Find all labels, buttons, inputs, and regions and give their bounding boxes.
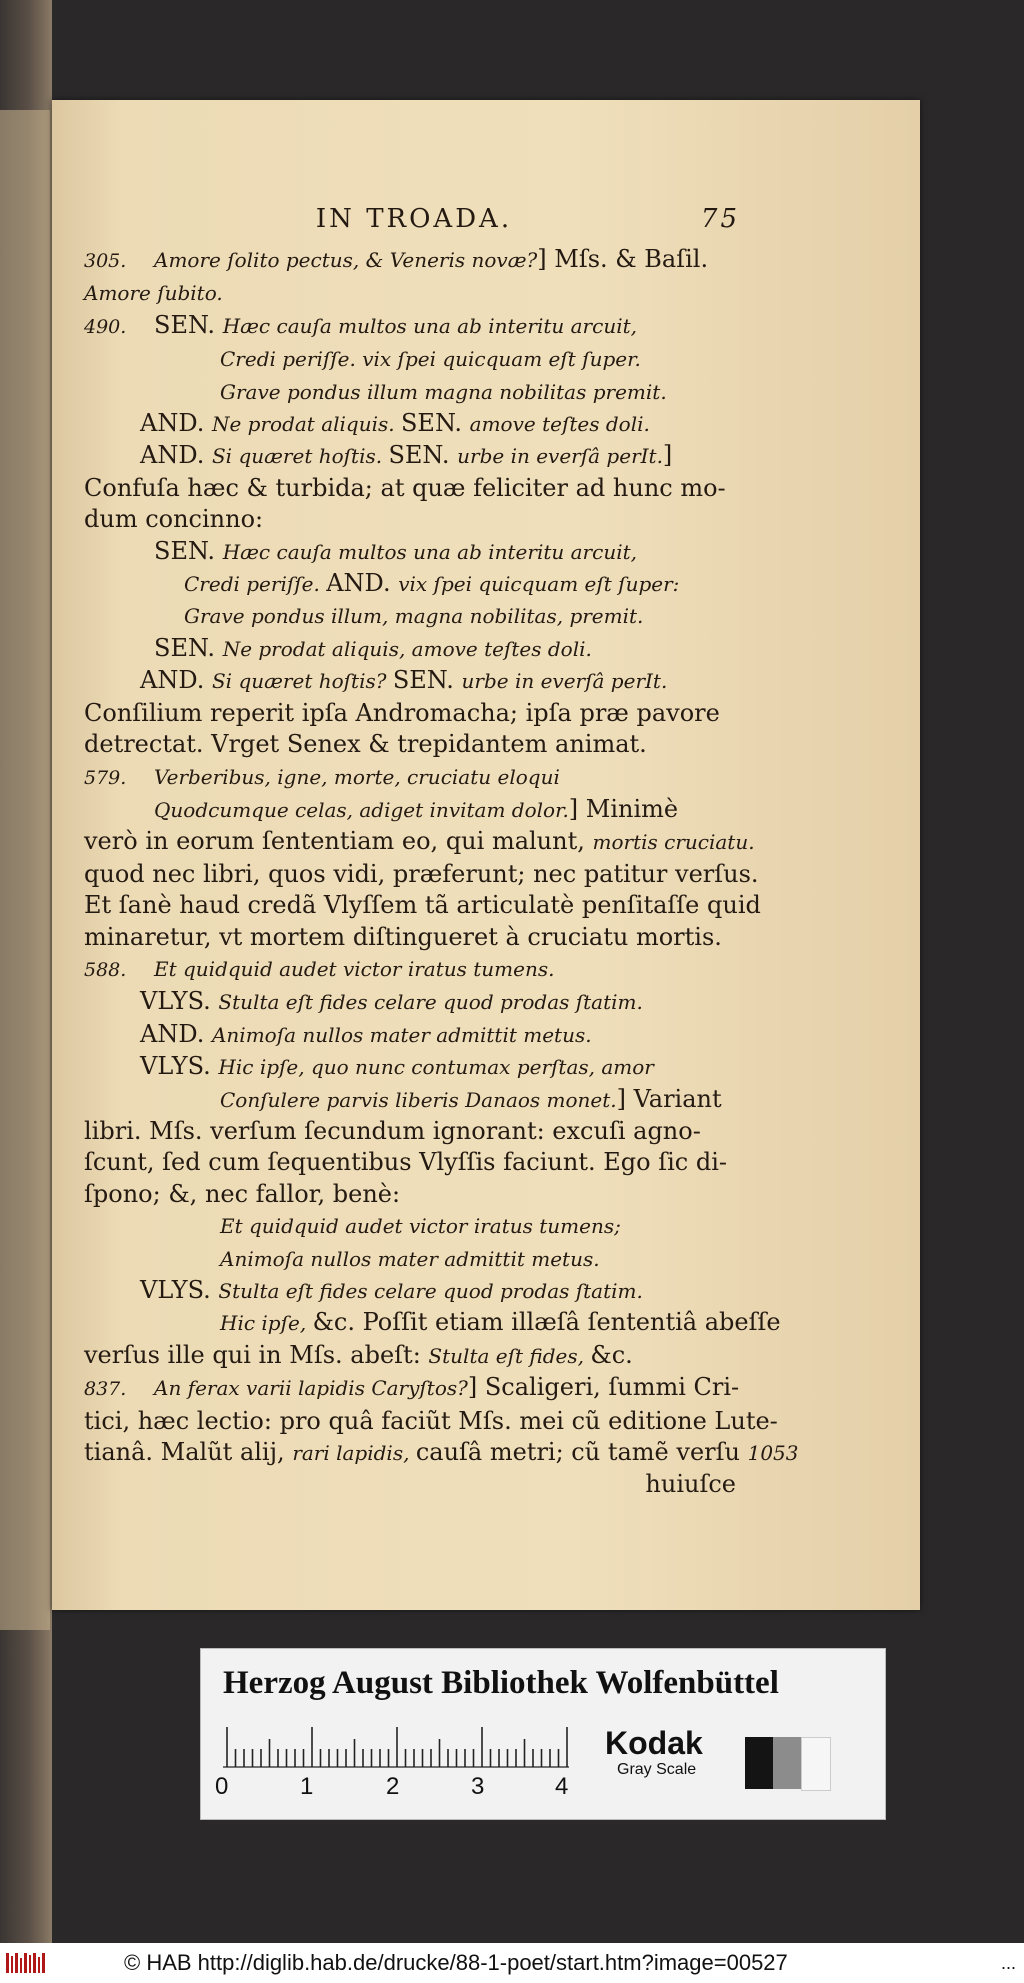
roman-text: huiuſce [645,1470,736,1499]
line-number: 588. [84,958,127,981]
text-line [84,1019,744,1051]
text-line [84,277,744,309]
roman-text: minaretur, vt mortem diſtingueret à cruciatu mortis. [84,922,722,951]
roman-text: AND. [140,441,212,470]
page-text [84,204,799,1501]
running-head-title: IN TROADA. [315,204,513,234]
roman-text: &c. Poſſit etiam illæſâ ſententiâ abeſſe [312,1308,781,1337]
line-number: 305. [84,250,127,272]
italic-text: Stulta eſt fides celare quod prodas ſtatim. [218,1279,643,1303]
italic-text: Si quæret hoſtis? [211,669,393,694]
text-line [84,1210,744,1242]
ruler-label-1: 1 [300,1773,314,1800]
text-line [84,794,744,826]
text-line [84,761,744,794]
italic-text: Stulta eſt fides, [428,1343,591,1368]
roman-text: SEN. [154,536,223,565]
italic-text: Grave pondus illum, magna nobilitas, premit. [184,604,644,629]
text-body [84,244,799,1501]
roman-text: Confuſa hæc & turbida; at quæ feliciter ad hunc mo- [84,473,726,502]
italic-text: 1053 [747,1441,799,1466]
text-line [84,568,744,600]
roman-text: ] Mſs. & Baſil. [537,245,709,273]
hab-logo-icon [4,1951,50,1975]
roman-text: ] Scaligeri, ſummi Cri- [467,1373,740,1402]
text-line [84,310,744,343]
text-line [84,244,744,277]
italic-text: amove teſtes doli. [469,412,650,437]
text-line [84,986,744,1018]
text-line [84,1084,744,1116]
gray-swatch-mid [773,1737,801,1789]
copyright-url[interactable]: © HAB http://diglib.hab.de/drucke/88-1-poet/start.htm?image=00527 [124,1950,788,1975]
running-head [84,204,744,244]
roman-text: libri. Mſs. verſum ſecundum ignorant: excuſi agno- [84,1116,701,1145]
italic-text: urbe in everſâ perIt. [461,669,668,694]
italic-text: Et quidquid audet victor iratus tumens. [154,956,555,981]
roman-text: detrectat. Vrget Senex & trepidantem animat. [84,730,647,759]
roman-text: &c. [590,1340,633,1369]
italic-text: urbe in everſâ perIt. [457,444,663,469]
roman-text: AND. [140,666,212,695]
text-line [84,859,759,890]
italic-text: Credi periſſe. [184,572,327,597]
italic-text: Quodcumque celas, adiget invitam dolor. [154,797,569,822]
text-line [84,953,744,986]
footer-bar [0,1943,1024,1983]
text-line [84,1340,744,1372]
roman-text: AND. [140,409,212,438]
italic-text: Hæc cauſa multos una ab interitu arcuit, [222,539,637,564]
italic-text: Hic ipſe, quo nunc contumax perſtas, amor [218,1055,654,1080]
text-line [84,536,744,568]
roman-text: verò in eorum ſententiam eo, qui malunt, [84,827,593,856]
text-line [84,890,761,921]
text-line [84,698,744,729]
roman-text: ] [662,441,673,470]
italic-text: Stulta eſt fides celare quod prodas ſtatim. [218,990,643,1015]
italic-text: mortis cruciatu. [592,830,755,855]
ruler-label-0: 0 [215,1773,229,1800]
text-line [84,440,744,472]
roman-text: VLYS. [140,987,219,1016]
italic-text: Et quidquid audet victor iratus tumens; [220,1214,621,1239]
text-line [84,1243,744,1275]
text-line [84,473,744,504]
italic-text: Animoſa nullos mater admittit metus. [211,1022,592,1047]
italic-text: Si quæret hoſtis. [211,444,389,469]
gray-scale-label: Gray Scale [617,1761,697,1778]
italic-text: Ne prodat aliquis, amove teſtes doli. [222,636,592,661]
line-number: 579. [84,766,127,789]
roman-text: Et ſanè haud credã Vlyſſem tã articulatè penſitaſſe quid [84,891,761,920]
roman-text: ſcunt, ſed cum ſequentibus Vlyſſis faciunt. Ego ſic di- [84,1148,727,1177]
text-line [84,504,744,535]
ruler-label-3: 3 [471,1773,485,1800]
text-line [84,376,744,408]
text-line [84,1307,781,1339]
ruler-label-2: 2 [386,1773,400,1800]
gray-swatch-black [745,1737,773,1789]
roman-text: SEN. [400,409,470,438]
roman-text: AND. [140,1019,212,1048]
italic-text: Amore ſolito pectus, & Veneris novæ? [154,248,538,272]
text-line [84,1147,744,1178]
italic-text: rari lapidis, [292,1441,416,1466]
roman-text: SEN. [388,441,458,470]
text-line [84,1372,744,1405]
italic-text: Grave pondus illum magna nobilitas premit. [220,379,667,404]
roman-text: cauſâ metri; cũ tamẽ verſu [415,1438,748,1467]
roman-text: tianâ. Malũt alij, [84,1438,293,1467]
italic-text: An ferax varii lapidis Caryſtos? [154,1376,468,1401]
roman-text: SEN. [154,310,223,339]
italic-text: Animoſa nullos mater admittit metus. [220,1246,600,1271]
text-line [84,600,744,632]
line-number: 490. [84,315,127,338]
line-number: 837. [84,1378,127,1401]
roman-text: VLYS. [140,1276,219,1304]
text-line [84,1179,744,1210]
roman-text: Conſilium reperit ipſa Andromacha; ipſa præ pavore [84,698,720,727]
italic-text: Credi periſſe. vix ſpei quicquam eſt ſuper. [220,347,641,372]
text-line [84,922,744,953]
text-line [84,826,755,858]
kodak-logo: Kodak [605,1725,703,1761]
text-line [84,729,744,760]
calibration-card [200,1648,886,1820]
gray-swatch-white [801,1737,831,1791]
text-line [84,1406,778,1437]
roman-text: ] Variant [616,1084,722,1113]
italic-text: Verberibus, igne, morte, cruciatu eloqui [154,764,560,789]
text-line [84,633,744,665]
italic-text: Ne prodat aliquis. [211,412,401,437]
text-line [84,408,744,440]
text-line [84,665,744,697]
text-line [84,1116,744,1147]
italic-text: Conſulere parvis liberis Danaos monet. [220,1087,617,1112]
text-line [84,1275,744,1307]
ruler-label-4: 4 [555,1773,569,1800]
italic-text: Hæc cauſa multos una ab interitu arcuit, [222,313,637,338]
library-title: Herzog August Bibliothek Wolfenbüttel [223,1665,779,1701]
italic-text: Hic ipſe, [220,1311,313,1336]
text-line [84,1469,744,1500]
more-icon[interactable]: ... [1000,1953,1016,1973]
roman-text: ſpono; &, nec fallor, benè: [84,1179,401,1208]
text-line [84,343,744,375]
italic-text: vix ſpei quicquam eſt ſuper: [398,572,680,597]
roman-text: VLYS. [140,1052,219,1081]
italic-text: Amore ſubito. [84,281,223,306]
roman-text: ] Minimè [568,794,679,823]
roman-text: AND. [326,569,399,598]
roman-text: tici, hæc lectio: pro quâ faciũt Mſs. mei cũ editione Lute- [84,1406,778,1435]
roman-text: dum concinno: [84,505,264,534]
text-line [84,1437,799,1469]
roman-text: SEN. [392,666,462,695]
text-line [84,1051,744,1083]
roman-text: quod nec libri, quos vidi, præferunt; nec patitur verſus. [84,859,759,888]
roman-text: SEN. [154,633,223,662]
roman-text: verſus ille qui in Mſs. abeſt: [84,1340,429,1369]
page-number: 75 [700,204,740,234]
previous-page-edge [0,110,50,1630]
